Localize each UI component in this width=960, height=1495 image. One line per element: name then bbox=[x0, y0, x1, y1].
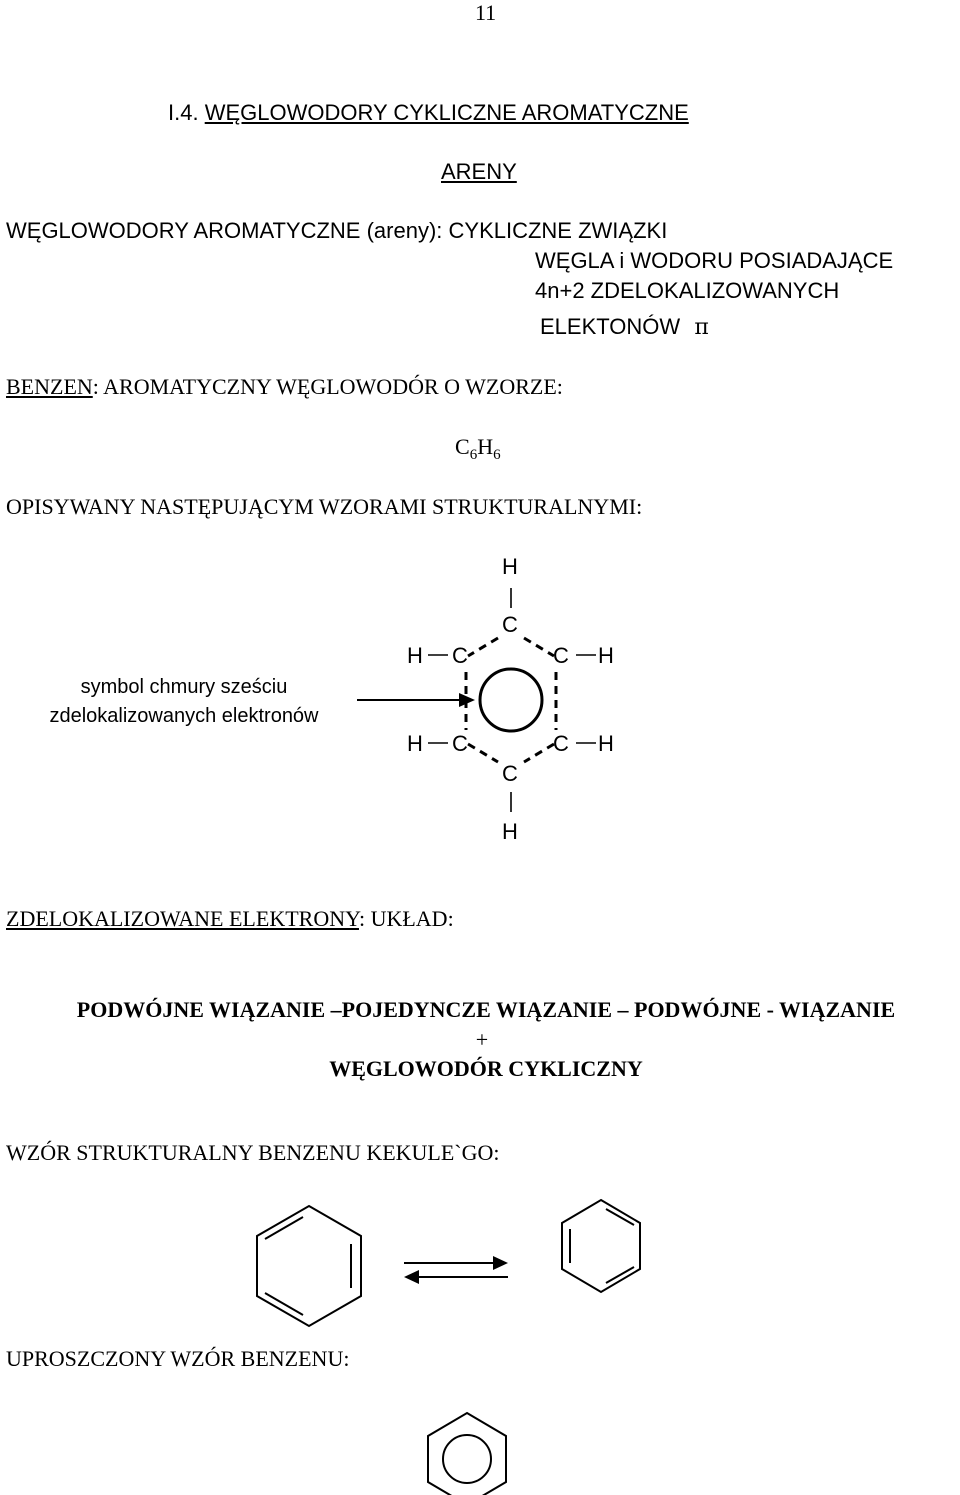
simplified-benzene bbox=[428, 1413, 506, 1495]
atom-c-bottom: C bbox=[502, 761, 518, 786]
bond-system-line-2: WĘGLOWODÓR CYKLICZNY bbox=[329, 1056, 643, 1082]
formula-c: C bbox=[455, 434, 470, 459]
electron-cloud-circle bbox=[480, 669, 542, 731]
kekule-structure-1 bbox=[257, 1206, 361, 1326]
delocalized-label: ZDELOKALIZOWANE ELEKTRONY bbox=[6, 906, 359, 931]
kekule-title: WZÓR STRUKTURALNY BENZENU KEKULE`GO: bbox=[6, 1140, 500, 1165]
section-title: WĘGLOWODORY CYKLICZNE AROMATYCZNE bbox=[204, 100, 689, 125]
atom-h-right-top: H bbox=[598, 643, 614, 668]
bond-system-plus: + bbox=[475, 1026, 489, 1052]
cloud-caption-line-1: symbol chmury sześciu bbox=[80, 676, 288, 698]
delocalized-text: : UKŁAD: bbox=[358, 906, 454, 931]
formula-h-sub: 6 bbox=[493, 447, 501, 463]
atom-c-left-top: C bbox=[452, 643, 468, 668]
section-number: I.4. bbox=[168, 100, 199, 125]
page-number: 11 bbox=[475, 0, 497, 25]
atom-h-bottom: H bbox=[502, 819, 518, 844]
definition-line-1: WĘGLOWODORY AROMATYCZNE (areny): CYKLICZNE ZWIĄZKI bbox=[6, 218, 668, 243]
atom-c-left-bottom: C bbox=[452, 731, 468, 756]
definition-line-2: WĘGLA i WODORU POSIADAJĄCE bbox=[535, 248, 894, 273]
delocalized-line bbox=[6, 908, 454, 930]
formula-c-sub: 6 bbox=[469, 447, 478, 463]
atom-h-left-top: H bbox=[407, 643, 423, 668]
pi-symbol: π bbox=[694, 315, 709, 340]
formula-h: H bbox=[477, 434, 494, 459]
atom-c-top: C bbox=[502, 612, 518, 637]
arrow-forward-head bbox=[493, 1256, 508, 1270]
atom-h-left-bottom: H bbox=[407, 731, 423, 756]
bond-system-line-1: PODWÓJNE WIĄZANIE –POJEDYNCZE WIĄZANIE – PODWÓJNE - WIĄZANIE bbox=[76, 997, 896, 1022]
atom-c-right-top: C bbox=[553, 643, 569, 668]
definition-line-3: 4n+2 ZDELOKALIZOWANYCH bbox=[535, 278, 840, 303]
subheading: ARENY bbox=[441, 159, 517, 184]
benzen-label: BENZEN bbox=[6, 374, 93, 399]
atom-h-top: H bbox=[502, 554, 518, 579]
simplified-title: UPROSZCZONY WZÓR BENZENU: bbox=[6, 1346, 350, 1371]
atom-c-right-bottom: C bbox=[553, 731, 569, 756]
cloud-caption-line-2: zdelokalizowanych elektronów bbox=[49, 705, 319, 727]
arrow-backward-head bbox=[404, 1270, 419, 1284]
bond-system bbox=[0, 995, 960, 1084]
structural-intro: OPISYWANY NASTĘPUJĄCYM WZORAMI STRUKTURALNYMI: bbox=[6, 494, 643, 519]
definition-electrons: ELEKTONÓW bbox=[540, 314, 681, 339]
benzen-text: : AROMATYCZNY WĘGLOWODÓR O WZORZE: bbox=[92, 374, 563, 399]
atom-h-right-bottom: H bbox=[598, 731, 614, 756]
kekule-structure-2 bbox=[562, 1200, 640, 1292]
